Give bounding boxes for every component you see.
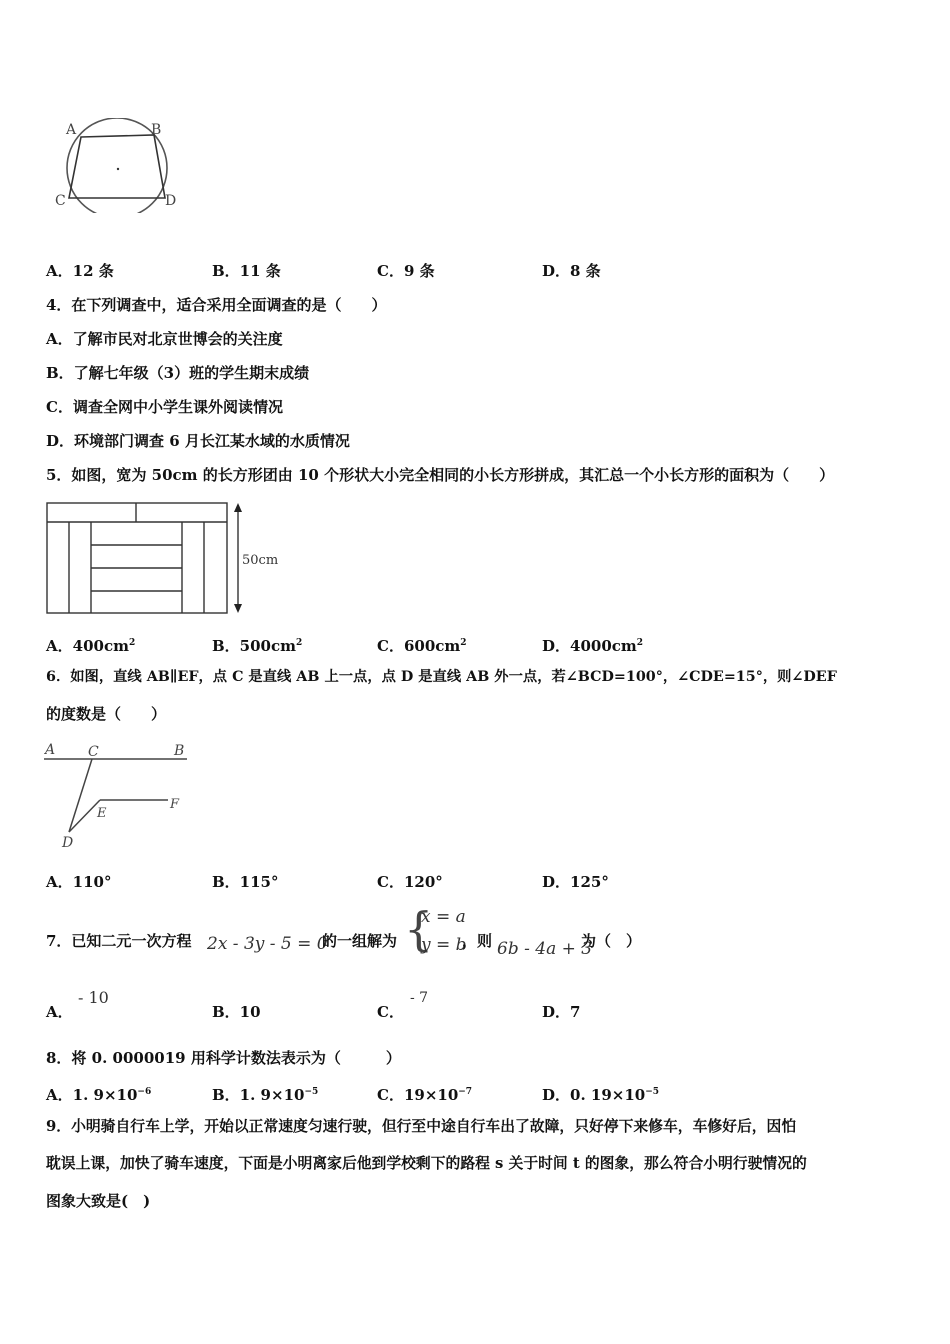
q8-option-d — [542, 1082, 659, 1105]
q6-option-b: B．115° — [212, 873, 279, 891]
q6-option-c: C．120° — [377, 873, 443, 891]
q8-option-a — [46, 1082, 151, 1105]
q3-label-a: A — [66, 122, 77, 138]
q5-option-d-label: D．4000cm — [542, 637, 637, 655]
q8-option-d-sup: −5 — [645, 1087, 660, 1097]
q7-equation: 2x - 3y - 5 = 0 — [207, 934, 328, 954]
q6-label-a: A — [45, 742, 56, 758]
q5-option-c — [377, 633, 467, 656]
q7-option-c: C． — [377, 1003, 404, 1021]
q8-option-a-label: A．1. 9×10 — [46, 1086, 138, 1104]
q8-option-c — [377, 1082, 472, 1105]
q5-rectangle-figure — [45, 501, 285, 617]
q4-option-c: C．调查全网中小学生课外阅读情况 — [46, 398, 283, 416]
q7-option-c-value: - 7 — [410, 990, 429, 1006]
q7-stem-mid: 的一组解为 — [322, 932, 398, 950]
q4-stem: 4．在下列调查中，适合采用全面调查的是（ ） — [46, 296, 387, 314]
q8-option-c-label: C．19×10 — [377, 1086, 459, 1104]
q7-stem-suffix: 为（ ） — [581, 932, 642, 950]
q6-label-d: D — [62, 835, 74, 851]
q6-label-b: B — [174, 743, 185, 759]
q7-stem-then: ，则 — [462, 932, 493, 950]
q6-label-f: F — [170, 797, 180, 812]
q8-option-a-sup: −6 — [137, 1087, 152, 1097]
q5-option-a-sup: 2 — [128, 638, 136, 648]
q6-option-a: A．110° — [46, 873, 112, 891]
q7-system-brace: { — [404, 902, 434, 956]
q9-stem-line1: 9．小明骑自行车上学，开始以正常速度匀速行驶，但行至中途自行车出了故障，只好停下来修车，车修好后，因怕 — [46, 1118, 797, 1135]
q5-option-a — [46, 633, 135, 656]
q6-stem-line1: 6．如图，直线 AB∥EF，点 C 是直线 AB 上一点，点 D 是直线 AB 外一点，若∠BCD=100°，∠CDE=15°，则∠DEF — [46, 669, 837, 685]
q6-stem-line2: 的度数是（ ） — [46, 705, 167, 723]
q8-option-b — [212, 1082, 318, 1105]
q3-center-point — [117, 168, 119, 170]
q3-circle-figure — [50, 118, 185, 213]
q8-option-b-sup: −5 — [304, 1087, 319, 1097]
q4-option-b: B．了解七年级（3）班的学生期末成绩 — [46, 364, 310, 382]
q6-lines-figure — [44, 740, 194, 852]
q8-stem: 8．将 0. 0000019 用科学计数法表示为（ ） — [46, 1049, 401, 1067]
q7-stem-prefix: 7．已知二元一次方程 — [46, 932, 192, 950]
q3-quadrilateral — [69, 135, 165, 198]
q3-option-a: A．12 条 — [46, 262, 114, 280]
q3-label-c: C — [55, 193, 66, 209]
q9-stem-line3: 图象大致是( ) — [46, 1192, 151, 1210]
q3-option-b: B．11 条 — [212, 262, 281, 280]
q5-stem: 5．如图，宽为 50cm 的长方形团由 10 个形状大小完全相同的小长方形拼成，其汇总一个小长方形的面积为（ ） — [46, 466, 835, 484]
q5-option-b-label: B．500cm — [212, 637, 296, 655]
q5-width-label: 50cm — [242, 553, 279, 568]
q6-option-d: D．125° — [542, 873, 609, 891]
q7-option-a-value: - 10 — [78, 988, 109, 1007]
q3-option-c: C．9 条 — [377, 262, 435, 280]
q5-option-c-sup: 2 — [460, 638, 467, 648]
q5-arrow-bottom — [234, 604, 242, 613]
q7-system-line1: x = a — [421, 907, 466, 927]
q6-label-e: E — [97, 806, 107, 821]
q5-option-c-label: C．600cm — [377, 637, 461, 655]
q3-label-d: D — [165, 193, 177, 209]
q5-option-b-sup: 2 — [296, 638, 303, 648]
q3-label-b: B — [151, 122, 162, 138]
q5-option-b — [212, 633, 302, 656]
q8-option-d-label: D．0. 19×10 — [542, 1086, 646, 1104]
q7-option-d: D．7 — [542, 1003, 581, 1021]
q5-outer-rect — [47, 503, 227, 613]
q8-option-c-sup: −7 — [458, 1087, 473, 1097]
q5-option-d — [542, 633, 643, 656]
q5-option-a-label: A．400cm — [46, 637, 129, 655]
q9-stem-line2: 耽误上课，加快了骑车速度，下面是小明离家后他到学校剩下的路程 s 关于时间 t 的图象，那么符合小明行驶情况的 — [46, 1155, 807, 1172]
q8-option-b-label: B．1. 9×10 — [212, 1086, 305, 1104]
q7-option-a: A． — [46, 1003, 73, 1021]
q4-option-d: D．环境部门调查 6 月长江某水域的水质情况 — [46, 432, 350, 450]
q5-option-d-sup: 2 — [636, 638, 644, 648]
q3-option-d: D．8 条 — [542, 262, 601, 280]
q7-expression: 6b - 4a + 3 — [497, 939, 593, 959]
q4-option-a: A．了解市民对北京世博会的关注度 — [46, 330, 283, 348]
q6-label-c: C — [88, 744, 99, 760]
q7-option-b: B．10 — [212, 1003, 261, 1021]
q7-system-line2: y = b — [421, 935, 467, 955]
q5-arrow-top — [234, 503, 242, 512]
